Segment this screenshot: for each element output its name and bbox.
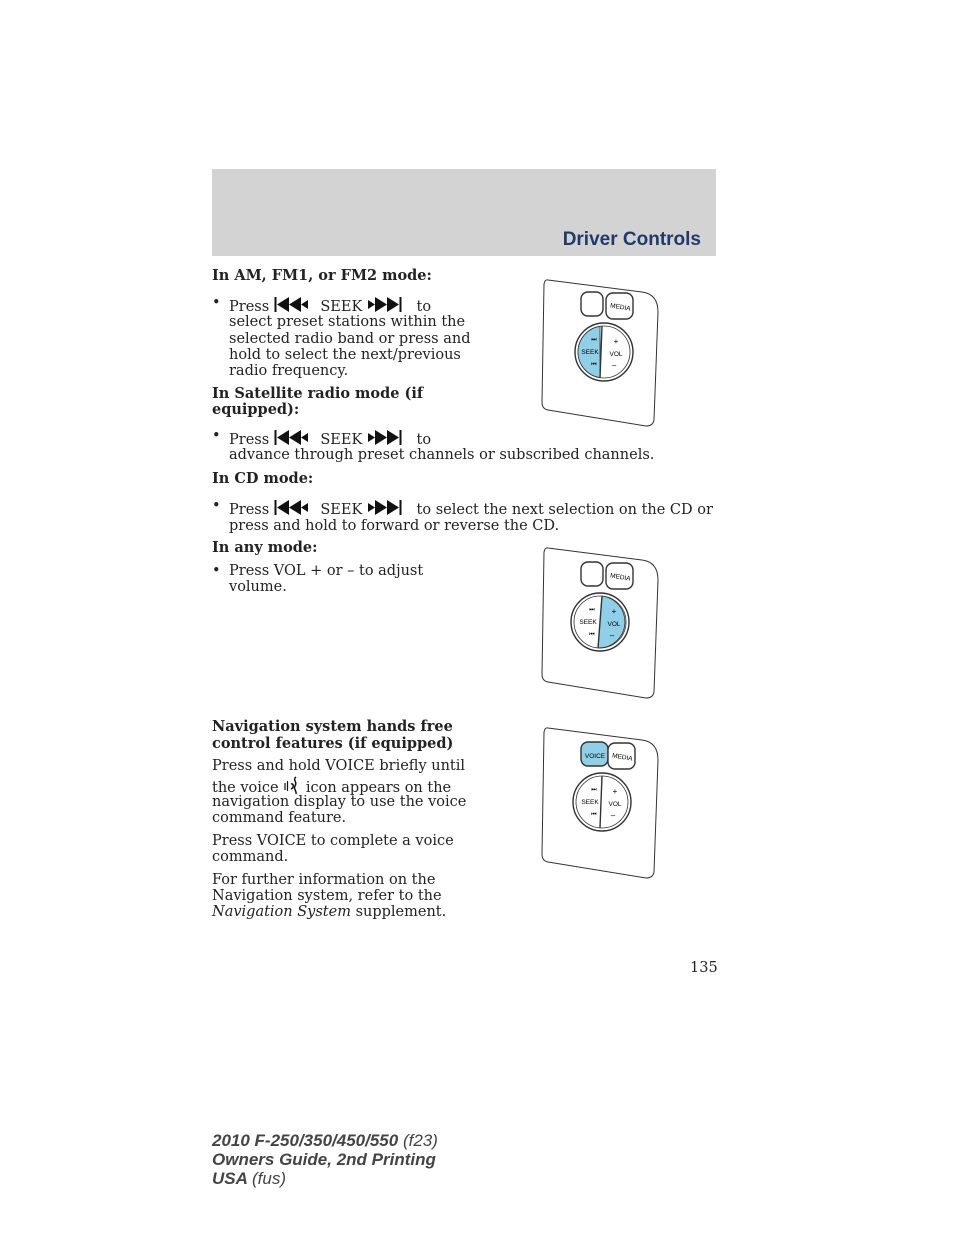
media-label: MEDIA [609,572,632,583]
am-fm-heading: In AM, FM1, or FM2 mode: [212,267,432,284]
seek-forward-icon [367,498,403,517]
nav-line: Navigation system, refer to the [212,888,442,904]
plus-label: + [613,337,619,346]
bullet: • [212,428,221,444]
seek-text: SEEK [320,502,363,518]
steering-control-figure-vol [538,544,662,704]
media-label: MEDIA [609,302,632,313]
bullet: • [212,295,221,311]
seek-text: SEEK [320,299,363,315]
nav-text: supplement. [355,904,447,920]
any-mode-line: volume. [229,579,287,595]
nav-line: command feature. [212,810,347,826]
header-band [212,169,716,256]
nav-line: For further information on the [212,872,436,888]
am-fm-line: select preset stations within the [229,314,466,330]
satellite-heading-cont: equipped): [212,401,300,418]
seek-label: SEEK [581,799,599,806]
seek-back-icon [274,428,310,447]
bullet: • [212,498,221,514]
footer-line [212,1131,438,1150]
plus-label: + [612,787,618,796]
seek-label: SEEK [579,619,597,626]
svg-text:⏭: ⏭ [591,786,597,793]
minus-label: – [610,811,616,820]
footer [212,1131,438,1188]
seek-forward-icon [367,428,403,447]
nav-heading-cont: control features (if equipped) [212,735,454,752]
to-text: to [416,432,432,448]
satellite-line: advance through preset channels or subscribed channels. [229,447,655,463]
nav-heading: Navigation system hands free [212,718,453,735]
seek-back-icon [274,295,310,314]
bullet: • [212,563,221,579]
nav-supplement-line [212,904,446,921]
vol-label: VOL [609,351,623,358]
nav-line: Press VOICE to complete a voice [212,833,454,849]
page-number: 135 [690,960,718,976]
cd-heading: In CD mode: [212,470,314,487]
seek-text: SEEK [320,432,363,448]
steering-control-figure-voice [538,724,662,884]
svg-text:⏮: ⏮ [591,811,597,818]
am-fm-line: selected radio band or press and [229,331,471,347]
seek-back-icon [274,498,310,517]
cd-instruction [229,498,713,519]
cd-rest-text: to select the next selection on the CD or [416,502,713,518]
footer-model: 2010 F-250/350/450/550 [212,1131,399,1150]
voice-icon [283,776,301,796]
any-mode-heading: In any mode: [212,539,318,556]
nav-line: navigation display to use the voice [212,794,467,810]
footer-line [212,1169,438,1188]
blank-button [581,292,603,316]
nav-text: the voice [212,780,279,796]
vol-label: VOL [607,621,621,628]
steering-control-figure-seek [538,272,662,432]
svg-text:⏭: ⏭ [589,606,595,613]
plus-label: + [611,607,617,616]
footer-market: USA [212,1169,248,1188]
minus-label: – [609,631,615,640]
press-text: Press [229,502,270,518]
satellite-heading: In Satellite radio mode (if [212,385,424,402]
svg-text:⏮: ⏮ [591,361,597,368]
svg-text:⏭: ⏭ [591,336,597,343]
satellite-instruction [229,428,431,449]
am-fm-instruction [229,295,431,316]
seek-forward-icon [367,295,403,314]
footer-market-code: (fus) [252,1169,286,1188]
voice-label: VOICE [584,753,606,760]
nav-line: Press and hold VOICE briefly until [212,758,466,774]
nav-supplement-title: Navigation System [212,904,351,920]
nav-line: command. [212,849,289,865]
cd-line: press and hold to forward or reverse the CD. [229,518,560,534]
svg-text:⏮: ⏮ [589,631,595,638]
am-fm-line: radio frequency. [229,363,349,379]
footer-line: Owners Guide, 2nd Printing [212,1150,436,1169]
seek-label: SEEK [581,349,599,356]
press-text: Press [229,432,270,448]
vol-label: VOL [608,801,622,808]
nav-text: icon appears on the [305,780,452,796]
minus-label: – [611,361,617,370]
any-mode-line: Press VOL + or – to adjust [229,563,424,579]
to-text: to [416,299,432,315]
footer-code: (f23) [402,1131,438,1150]
am-fm-line: hold to select the next/previous [229,347,461,363]
blank-button [581,562,603,586]
media-label: MEDIA [611,752,634,763]
press-text: Press [229,299,270,315]
page-title: Driver Controls [562,229,701,250]
